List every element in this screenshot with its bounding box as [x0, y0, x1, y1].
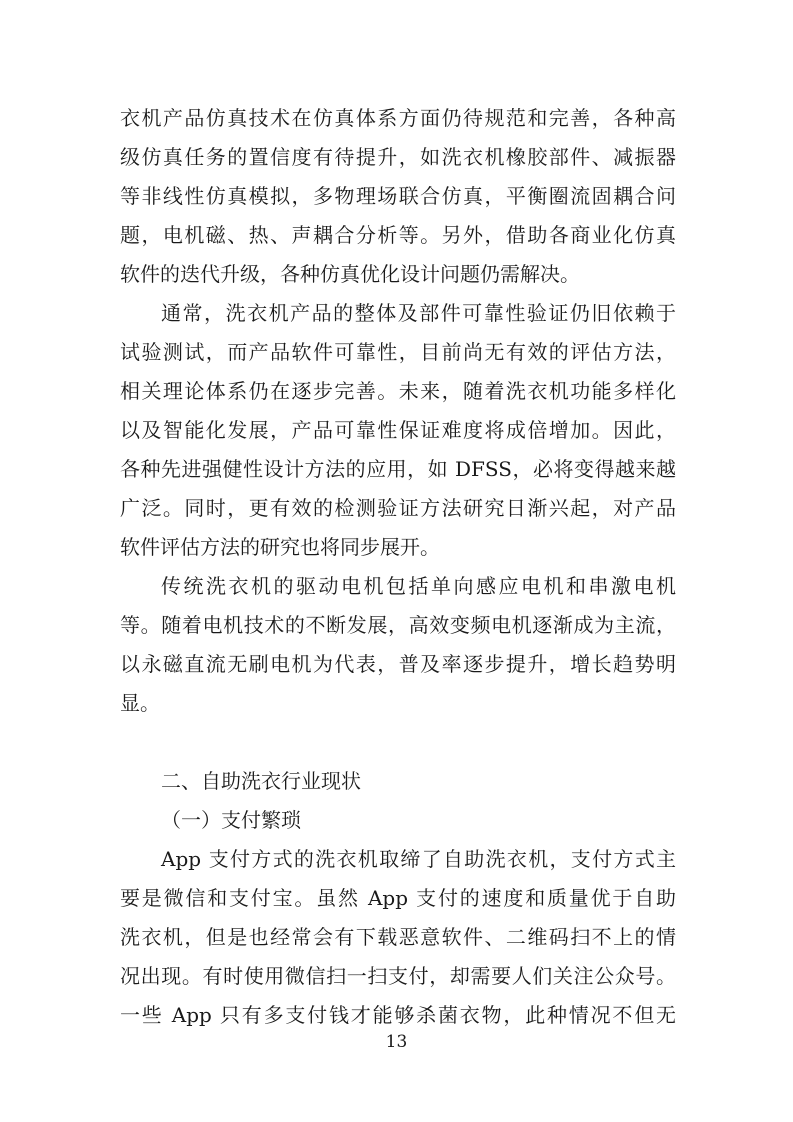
paragraph-line: 显。	[120, 691, 160, 715]
paragraph-line: 软件的迭代升级，各种仿真优化设计问题仍需解决。	[120, 262, 580, 286]
page-number: 13	[385, 1032, 408, 1052]
paragraph-line: 通常，洗衣机产品的整体及部件可靠性验证仍旧依赖于	[161, 301, 676, 325]
paragraph-line: 传统洗衣机的驱动电机包括单向感应电机和串激电机	[161, 574, 676, 598]
paragraph-line: 衣机产品仿真技术在仿真体系方面仍待规范和完善，各种高	[120, 106, 676, 130]
section-heading: 二、自助洗衣行业现状	[161, 769, 361, 793]
paragraph-line: 一些 App 只有多支付钱才能够杀菌衣物，此种情况不但无	[120, 1003, 676, 1027]
paragraph-line: 试验测试，而产品软件可靠性，目前尚无有效的评估方法，	[120, 340, 676, 364]
paragraph-line: 洗衣机，但是也经常会有下载恶意软件、二维码扫不上的情	[120, 925, 676, 949]
paragraph-line: 以永磁直流无刷电机为代表，普及率逐步提升，增长趋势明	[120, 652, 676, 676]
paragraph-line: 软件评估方法的研究也将同步展开。	[120, 535, 440, 559]
paragraph-line: 等。随着电机技术的不断发展，高效变频电机逐渐成为主流，	[120, 613, 676, 637]
paragraph-line: 要是微信和支付宝。虽然 App 支付的速度和质量优于自助	[120, 886, 676, 910]
paragraph-line: 以及智能化发展，产品可靠性保证难度将成倍增加。因此，	[120, 418, 676, 442]
paragraph-line: 等非线性仿真模拟，多物理场联合仿真，平衡圈流固耦合问	[120, 184, 676, 208]
paragraph-line: 题，电机磁、热、声耦合分析等。另外，借助各商业化仿真	[120, 223, 676, 247]
paragraph-line: 级仿真任务的置信度有待提升，如洗衣机橡胶部件、减振器	[120, 145, 676, 169]
paragraph-line: 广泛。同时，更有效的检测验证方法研究日渐兴起，对产品	[120, 496, 676, 520]
paragraph-line: 况出现。有时使用微信扫一扫支付，却需要人们关注公众号。	[120, 964, 676, 988]
paragraph-line: 相关理论体系仍在逐步完善。未来，随着洗衣机功能多样化	[120, 379, 676, 403]
subsection-heading: （一）支付繁琐	[161, 808, 301, 832]
paragraph-line: App 支付方式的洗衣机取缔了自助洗衣机，支付方式主	[161, 847, 676, 871]
paragraph-line: 各种先进强健性设计方法的应用，如 DFSS，必将变得越来越	[120, 457, 676, 481]
